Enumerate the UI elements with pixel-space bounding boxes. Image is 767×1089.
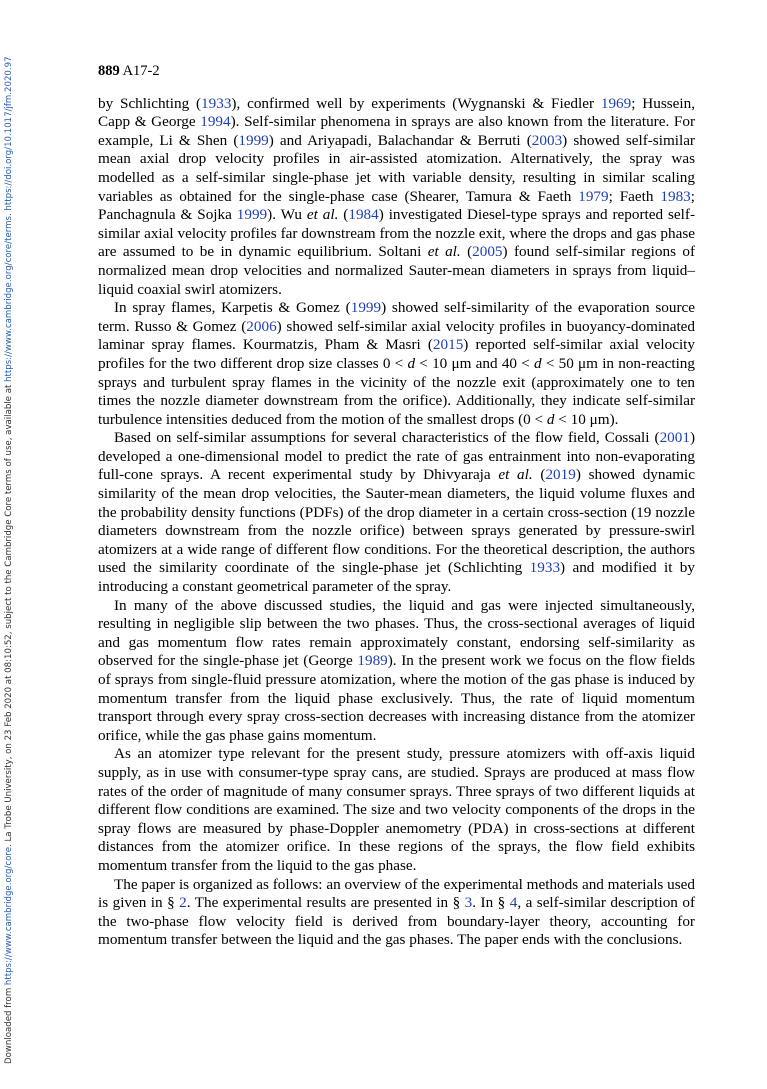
article-number: A17-2 <box>122 63 160 79</box>
citation-link[interactable]: 1999 <box>238 131 269 149</box>
running-header <box>98 62 695 81</box>
text: ) and Ariyapadi, Balachandar & Berruti ( <box>268 131 532 149</box>
download-notice-text <box>4 56 14 1064</box>
citation-link[interactable]: 2001 <box>659 429 690 447</box>
text: Based on self-similar assumptions for several characteristics of the flow field, Cossali ( <box>114 429 660 447</box>
math-variable: d <box>407 354 416 372</box>
text: , a self-similar description of the two-phase flow velocity field is derived from boundary-layer theory, accounting for momentum transfer between the liquid and the gas phases. The paper ends with the conclusions. <box>98 894 696 949</box>
et-al: et al. <box>427 243 461 261</box>
notice-prefix: Downloaded from <box>4 985 14 1064</box>
citation-link[interactable]: 1999 <box>350 299 382 317</box>
text: by Schlichting ( <box>98 94 202 112</box>
text: ; Faeth <box>608 187 661 205</box>
text: ; Hussein, Capp & George <box>98 94 695 131</box>
text: ( <box>338 206 349 224</box>
journal-volume: 889 <box>98 63 120 79</box>
et-al: et al. <box>306 206 339 224</box>
citation-link[interactable]: 1933 <box>529 559 561 577</box>
citation-link[interactable]: 1969 <box>600 94 632 112</box>
text: < 10 μm). <box>554 410 619 428</box>
text: . In § <box>472 894 510 912</box>
paragraph-6 <box>98 876 695 950</box>
text: ) reported self-similar axial velocity profiles for the two different drop size classes 0 < <box>98 336 695 372</box>
text: ). In the present work we focus on the flow fields of sprays from single-fluid pressure atomization, where the motion of the gas phase is induced by momentum transfer from the liquid phase exclusively. Thus, the rate of liquid momentum transport through every spray cross-section decreases with increasing distance from the atomizer orifice, while the gas phase gains momentum. <box>98 652 695 744</box>
text: < 10 μm and 40 < <box>415 354 535 372</box>
text: ) developed a one-dimensional model to predict the rate of gas entrainment into non-evaporating full-cone sprays. A recent experimental study by Dhivyaraja <box>98 429 695 484</box>
download-notice-sidebar <box>4 0 18 1089</box>
text: ; Panchagnula & Sojka <box>98 187 695 224</box>
text: In many of the above discussed studies, the liquid and gas were injected simultaneously, resulting in negligible slip between the two phases. Thus, the cross-sectional averages of liquid and gas momentum flow rates remain approximately constant, endorsing self-similarity as observed for the single-phase jet (George <box>98 596 695 670</box>
paragraph-3 <box>98 429 695 596</box>
text: The paper is organized as follows: an overview of the experimental methods and materials used is given in § <box>98 875 695 912</box>
text: . The experimental results are presented in § <box>186 894 465 912</box>
citation-link[interactable]: 2003 <box>531 131 563 149</box>
text: As an atomizer type relevant for the present study, pressure atomizers with off-axis liquid supply, as in use with consumer-type spray cans, are studied. Sprays are produced at mass flow rates of the order of magnitude of many consumer sprays. Three sprays of two different liquids at different flow conditions are examined. The size and two velocity components of the drops in the spray flows are measured by phase-Doppler anemometry (PDA) in cross-sections at different distances from the atomizer orifice. In these regions of the sprays, the flow field exhibits momentum transfer from the liquid to the gas phase. <box>98 745 695 874</box>
notice-separator: . <box>4 210 14 217</box>
citation-link[interactable]: 1999 <box>236 206 268 224</box>
paragraph-1 <box>98 95 695 300</box>
text: ) investigated Diesel-type sprays and reported self-similar axial velocity profiles far downstream from the nozzle exit, where the drops and gas phase are assumed to be in dynamic equilibrium. Soltani <box>98 206 695 261</box>
text: ) showed self-similar axial velocity profiles in buoyancy-dominated laminar spray flames. Kourmatzis, Pham & Masri ( <box>98 317 695 354</box>
math-variable: d <box>534 354 542 372</box>
text: ) showed self-similarity of the evaporation source term. Russo & Gomez ( <box>98 299 695 335</box>
text: ) showed dynamic similarity of the mean drop velocities, the Sauter-mean diameters, the liquid volume fluxes and the probability density functions (PDFs) of the drop diameter in a certain cross-section (19 nozzle diameters downstream from the nozzle orifice) between sprays generated by pressure-swirl atomizers at a wide range of different flow conditions. For the theoretical description, the authors used the similarity coordinate of the single-phase jet (Schlichting <box>98 466 695 577</box>
cambridge-core-link[interactable]: https://www.cambridge.org/core <box>4 846 14 986</box>
text: ) found self-similar regions of normalized mean drop velocities and normalized Sauter-mean diameters in sprays from liquid–liquid coaxial swirl atomizers. <box>98 243 696 298</box>
citation-link[interactable]: 1984 <box>348 206 379 224</box>
doi-link[interactable]: https://doi.org/10.1017/jfm.2020.97 <box>4 56 14 211</box>
citation-link[interactable]: 1979 <box>578 187 609 205</box>
citation-link[interactable]: 2015 <box>432 336 464 354</box>
citation-link[interactable]: 1983 <box>660 187 691 205</box>
citation-link[interactable]: 2019 <box>545 466 576 484</box>
paragraph-5 <box>98 745 695 875</box>
text: ) showed self-similar mean axial drop velocity profiles in air-assisted atomization. Alternatively, the spray was modelled as a self-similar single-phase jet with variable density, resulting in similar scaling variables as obtained for the single-phase case (Shearer, Tamura & Faeth <box>98 131 695 205</box>
citation-link[interactable]: 2005 <box>472 243 503 261</box>
math-variable: d <box>546 410 555 428</box>
text: < 50 μm in non-reacting sprays and turbulent spray flames in the vicinity of the nozzle exit (approximately one to ten times the nozzle diameter downstream from the orifice). Additionally, they indicate self-similar turbulence intensities deduced from the motion of the smallest drops (0 < <box>98 354 695 428</box>
section-link[interactable]: 2 <box>179 894 187 912</box>
text: ) and modified it by introducing a constant geometrical parameter of the spray. <box>98 559 695 596</box>
citation-link[interactable]: 1989 <box>357 652 388 670</box>
text: In spray flames, Karpetis & Gomez ( <box>114 299 351 317</box>
text: ( <box>532 466 546 484</box>
text: ( <box>460 243 473 261</box>
citation-link[interactable]: 1933 <box>201 94 232 112</box>
text: ). Self-similar phenomena in sprays are also known from the literature. For example, Li & Shen ( <box>98 113 696 149</box>
paragraph-2 <box>98 299 695 429</box>
text: ). Wu <box>267 206 307 224</box>
et-al: et al. <box>498 466 533 484</box>
section-link[interactable]: 4 <box>509 894 518 912</box>
paragraph-4 <box>98 597 695 746</box>
citation-link[interactable]: 2006 <box>246 317 277 335</box>
terms-link[interactable]: https://www.cambridge.org/core/terms <box>4 216 14 382</box>
citation-link[interactable]: 1994 <box>200 113 231 131</box>
notice-middle: . La Trobe University, on 23 Feb 2020 at 08:10:52, subject to the Cambridge Core terms of use, available at <box>4 381 14 847</box>
section-link[interactable]: 3 <box>464 894 473 912</box>
text: ), confirmed well by experiments (Wygnanski & Fiedler <box>231 94 601 112</box>
page-body <box>98 62 695 950</box>
